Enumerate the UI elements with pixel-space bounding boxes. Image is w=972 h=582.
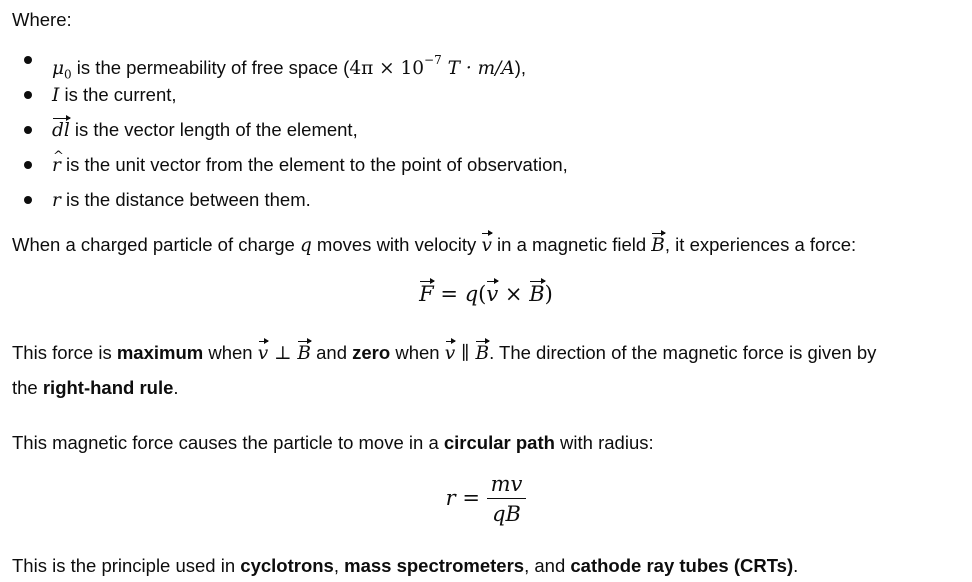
text: the: [12, 377, 43, 398]
text: When a charged particle of charge: [12, 234, 300, 255]
mu-subscript: 0: [64, 67, 72, 82]
bold-crts: cathode ray tubes (CRTs): [570, 555, 794, 576]
list-item-unit-vector: [52, 153, 568, 178]
bold-cyclotrons: cyclotrons: [240, 555, 334, 576]
paren-close: ): [544, 282, 553, 306]
mu-symbol: μ: [52, 58, 65, 79]
b-vector: B: [475, 343, 490, 364]
parallel-symbol: ∥: [455, 343, 476, 364]
bullet-dot: [24, 56, 32, 64]
list-item-permeability: [52, 48, 526, 87]
fraction: [487, 470, 527, 529]
dl-vector: dl: [52, 120, 70, 141]
current-symbol: I: [52, 85, 60, 106]
bold-mass-spectrometers: mass spectrometers: [344, 555, 525, 576]
item-text: is the permeability of free space (: [71, 57, 350, 78]
cross-symbol: ×: [498, 282, 530, 306]
bold-circular-path: circular path: [443, 432, 555, 453]
exponent: −7: [424, 53, 442, 67]
list-item-length: [52, 118, 358, 143]
text: moves with velocity: [311, 234, 482, 255]
v-vector: v: [444, 343, 456, 364]
text: with radius:: [554, 432, 654, 453]
r-symbol: r: [445, 486, 456, 510]
text: .: [793, 555, 799, 576]
where-label: Where:: [12, 9, 72, 30]
paragraph-principle: [12, 554, 798, 578]
perp-symbol: ⊥: [268, 343, 298, 364]
text: and: [310, 342, 353, 363]
v-vector: v: [481, 235, 492, 256]
denominator: qB: [492, 502, 521, 526]
equals: =: [433, 282, 465, 306]
bold-right-hand-rule: right-hand rule: [42, 377, 174, 398]
text: , it experiences a force:: [664, 234, 857, 255]
b-vector: B: [297, 343, 311, 364]
list-item-current: [52, 83, 177, 108]
text: .: [173, 377, 179, 398]
q-symbol: q: [299, 235, 312, 256]
equals: =: [455, 486, 487, 510]
text: . The direction of the magnetic force is given by: [489, 342, 877, 363]
bullet-dot: [24, 161, 32, 169]
numerator: mv: [487, 470, 527, 499]
b-vector: B: [651, 235, 665, 256]
radius-equation: [0, 470, 972, 529]
text: This magnetic force causes the particle to move in a: [12, 432, 444, 453]
text: ,: [333, 555, 345, 576]
v-vector: v: [257, 343, 269, 364]
paragraph-charged-particle: [12, 233, 856, 258]
text: in a magnetic field: [491, 234, 652, 255]
text: when: [203, 342, 258, 363]
paren-open: (: [478, 282, 487, 306]
paragraph-circular-path: [12, 431, 654, 455]
bullet-dot: [24, 126, 32, 134]
bullet-dot: [24, 196, 32, 204]
formula: 4π × 10: [349, 58, 425, 79]
item-text: is the distance between them.: [60, 189, 311, 210]
b-vector: B: [529, 282, 545, 306]
item-text: is the current,: [59, 84, 177, 105]
item-text: is the vector length of the element,: [69, 119, 358, 140]
r-hat-symbol: r ^: [52, 154, 61, 178]
paragraph-force-max-cont: [12, 376, 179, 400]
item-text: is the unit vector from the element to the point of observation,: [60, 154, 568, 175]
force-equation: [0, 282, 972, 306]
paragraph-force-max: [12, 341, 876, 366]
q-symbol: q: [464, 282, 479, 306]
v-vector: v: [486, 282, 499, 306]
text: when: [390, 342, 445, 363]
item-text-end: ),: [514, 57, 527, 78]
bullet-dot: [24, 91, 32, 99]
r-symbol: r: [52, 190, 61, 211]
bold-maximum: maximum: [116, 342, 204, 363]
bold-zero: zero: [352, 342, 391, 363]
text: This is the principle used in: [12, 555, 241, 576]
f-vector: F: [419, 282, 434, 306]
list-item-distance: [52, 188, 311, 213]
unit: T · m/A: [441, 58, 515, 79]
text: , and: [524, 555, 571, 576]
text: This force is: [12, 342, 117, 363]
